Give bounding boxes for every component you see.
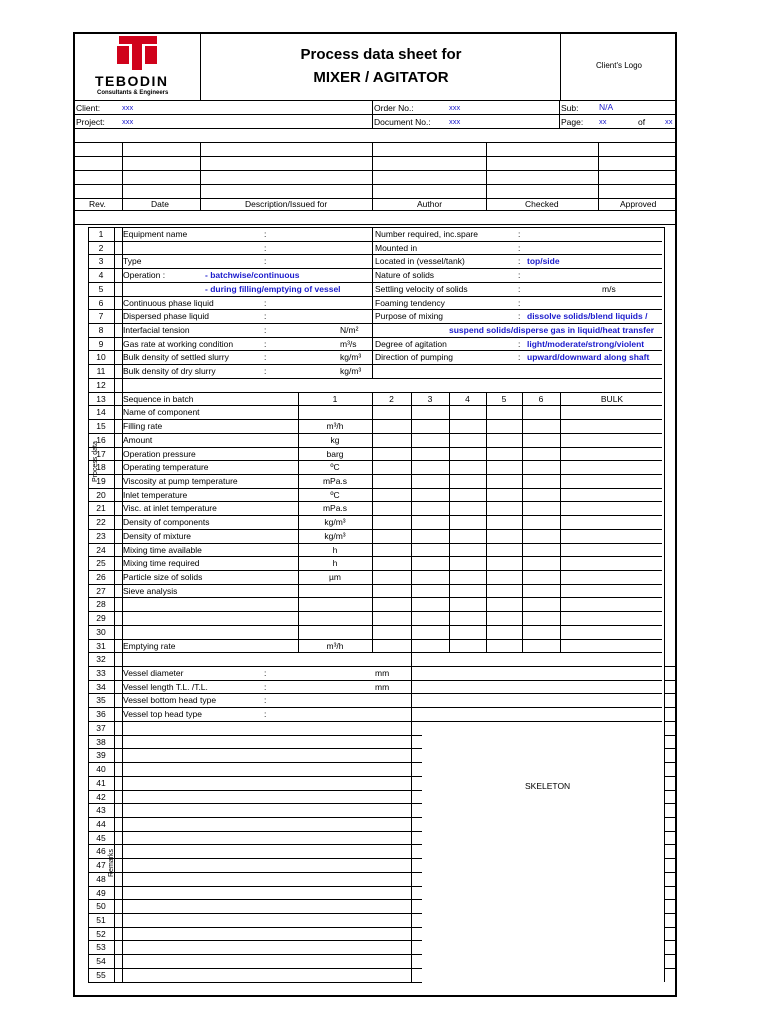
row-number: 17 (96, 448, 106, 459)
row-number: 10 (96, 352, 106, 363)
tebodin-logo (77, 34, 201, 100)
process-data-side-label: Process data (92, 441, 99, 482)
vessel-label: Vessel bottom head type (123, 695, 217, 706)
general-unit: kg/m³ (340, 352, 362, 363)
general-right-label: Foaming tendency (375, 297, 445, 308)
client-value: xxx (122, 103, 134, 112)
project-value: xxx (122, 117, 134, 126)
process-item-label: Viscosity at pump temperature (123, 475, 238, 486)
operation-option: - batchwise/continuous (205, 270, 300, 281)
row-number: 41 (96, 777, 106, 788)
rev-header-checked: Checked (525, 199, 559, 209)
process-item-label: Amount (123, 434, 153, 445)
row-number: 12 (96, 379, 106, 390)
general-right-label: Degree of agitation (375, 338, 447, 349)
page-title-line1: Process data sheet for (300, 46, 462, 63)
batch-column: 1 (332, 393, 338, 404)
process-item-unit: ºC (330, 489, 340, 500)
process-item-unit: barg (326, 448, 344, 459)
row-number: 22 (96, 517, 106, 528)
process-item-label: Visc. at inlet temperature (123, 503, 217, 514)
process-item-unit: ºC (330, 462, 340, 473)
row-number: 39 (96, 750, 106, 761)
vessel-colon: : (264, 681, 267, 692)
process-item-label: Mixing time required (123, 558, 200, 569)
process-item-label: Sieve analysis (123, 585, 178, 596)
skeleton-label: SKELETON (525, 781, 571, 791)
row-number: 47 (96, 860, 106, 871)
process-item-unit: µm (329, 572, 341, 582)
general-right-value: light/moderate/strong/violent (527, 338, 645, 349)
general-colon: : (264, 366, 267, 377)
row-number: 16 (96, 434, 106, 445)
general-right-label: Settling velocity of solids (375, 283, 468, 294)
row-number: 5 (98, 283, 104, 294)
batch-label: Sequence in batch (123, 393, 194, 404)
general-right-value: suspend solids/disperse gas in liquid/heat transfer (449, 325, 654, 336)
general-label: Equipment name (123, 229, 188, 239)
process-item-unit: mPa.s (322, 503, 348, 514)
process-item-unit: h (332, 558, 338, 569)
order-label: Order No.: (374, 103, 414, 113)
row-number: 31 (96, 640, 106, 651)
general-right-colon: : (518, 256, 521, 267)
row-number: 7 (98, 311, 104, 322)
row-number: 2 (98, 242, 104, 253)
row-number: 15 (96, 421, 106, 432)
process-item-label: Filling rate (123, 421, 163, 432)
project-label: Project: (76, 117, 105, 127)
row-number: 55 (96, 969, 106, 980)
row-number: 40 (96, 764, 106, 775)
row-number: 53 (96, 942, 106, 953)
row-number: 13 (96, 393, 106, 404)
page-title-line2: MIXER / AGITATOR (313, 69, 449, 86)
general-right-label: Direction of pumping (375, 352, 453, 363)
row-number: 32 (96, 654, 106, 665)
row-number: 34 (96, 681, 106, 692)
general-label: Operation : (123, 270, 166, 281)
general-unit: m³/s (340, 338, 357, 349)
general-label: Type (123, 256, 142, 267)
sub-label: Sub: (561, 103, 579, 113)
page-label: Page: (561, 117, 584, 127)
row-number: 14 (96, 407, 106, 418)
remarks-side-label: Remarks (108, 848, 115, 877)
row-number: 33 (96, 668, 106, 679)
row-number: 28 (96, 599, 106, 610)
row-number: 48 (96, 873, 106, 884)
process-item-label: Inlet temperature (123, 489, 188, 500)
vessel-label: Vessel diameter (123, 668, 184, 679)
general-right-label: Mounted in (375, 242, 418, 253)
logo-subtitle: Consultants & Engineers (97, 90, 169, 96)
process-item-label: Operating temperature (123, 462, 209, 473)
general-right-colon: : (518, 270, 521, 281)
general-right-colon: : (518, 283, 521, 294)
general-right-value: m/s (602, 283, 616, 294)
process-item-label: Density of mixture (123, 530, 192, 541)
batch-column: BULK (600, 393, 624, 404)
process-item-unit: mPa.s (322, 475, 348, 486)
vessel-colon: : (264, 668, 267, 679)
process-item-label: Mixing time available (123, 544, 202, 555)
row-number: 26 (96, 572, 106, 582)
row-number: 6 (98, 297, 104, 308)
clients-logo: Client's Logo (596, 61, 642, 70)
general-label: Interfacial tension (123, 325, 190, 336)
batch-column: 4 (465, 393, 470, 404)
logo-text: TEBODIN (95, 73, 169, 89)
vessel-unit: mm (375, 681, 390, 692)
general-label: Gas rate at working condition (123, 338, 234, 349)
document-value: xxx (449, 117, 461, 126)
general-right-value: upward/downward along shaft (527, 352, 650, 363)
general-right-label: Number required, inc.spare (375, 229, 478, 239)
process-item-unit: kg/m³ (324, 517, 346, 528)
row-number: 11 (96, 366, 106, 377)
process-item-label: Name of component (123, 407, 200, 418)
row-number: 1 (98, 229, 104, 239)
general-right-colon: : (518, 229, 521, 239)
row-number: 35 (96, 695, 106, 706)
process-item-label: Operation pressure (123, 448, 196, 459)
row-number: 19 (96, 475, 106, 486)
general-label: Bulk density of settled slurry (123, 352, 229, 363)
vessel-colon: : (264, 695, 267, 706)
row-number: 18 (96, 462, 106, 473)
row-number: 49 (96, 887, 106, 898)
process-item-unit: kg (330, 434, 340, 445)
row-number: 20 (96, 489, 106, 500)
row-number: 52 (96, 928, 106, 939)
general-unit: kg/m³ (340, 366, 362, 377)
general-colon: : (264, 256, 267, 267)
general-right-colon: : (518, 338, 521, 349)
client-label: Client: (76, 103, 101, 113)
rev-header-approved: Approved (620, 199, 657, 209)
general-unit: N/m² (340, 325, 359, 336)
general-right-colon: : (518, 311, 521, 322)
vessel-unit: mm (375, 668, 390, 679)
general-colon: : (264, 352, 267, 363)
row-number: 38 (96, 736, 106, 747)
row-number: 45 (96, 832, 106, 843)
of-label: of (638, 117, 646, 127)
batch-column: 6 (538, 393, 544, 404)
rev-header-date: Date (151, 199, 169, 209)
general-right-value: top/side (527, 256, 560, 267)
order-value: xxx (449, 103, 461, 112)
row-number: 36 (96, 709, 106, 720)
row-number: 9 (98, 338, 104, 349)
process-item-label: Density of components (123, 517, 210, 528)
process-item-unit: kg/m³ (324, 530, 346, 541)
row-number: 50 (96, 901, 106, 912)
row-number: 25 (96, 558, 106, 569)
row-number: 21 (96, 503, 106, 514)
row-number: 54 (96, 956, 106, 967)
batch-column: 5 (501, 393, 507, 404)
row-number: 23 (96, 530, 106, 541)
general-colon: : (264, 297, 267, 308)
general-right-colon: : (518, 297, 521, 308)
general-right-label: Purpose of mixing (375, 311, 444, 322)
row-number: 42 (96, 791, 106, 802)
batch-column: 2 (389, 393, 394, 404)
general-colon: : (264, 338, 267, 349)
process-item-unit: m³/h (326, 421, 344, 432)
rev-header-author: Author (417, 199, 443, 209)
process-item-label: Particle size of solids (123, 572, 203, 582)
general-colon: : (264, 325, 267, 336)
operation-option: - during filling/emptying of vessel (205, 283, 341, 294)
row-number: 29 (96, 613, 106, 624)
row-number: 8 (98, 325, 104, 336)
emptying-unit: m³/h (326, 640, 344, 651)
general-right-colon: : (518, 352, 521, 363)
rev-header-description: Description/Issued for (245, 199, 328, 209)
general-right-label: Nature of solids (375, 270, 435, 281)
sub-value: N/A (599, 102, 614, 112)
general-colon: : (264, 311, 267, 322)
data-sheet (73, 32, 677, 997)
general-label: Dispersed phase liquid (123, 311, 209, 322)
document-label: Document No.: (374, 117, 431, 127)
general-label: Bulk density of dry slurry (123, 366, 216, 377)
page-value: xx (599, 117, 607, 126)
general-right-value: dissolve solids/blend liquids / (527, 311, 648, 322)
row-number: 4 (98, 270, 104, 281)
emptying-label: Emptying rate (123, 640, 176, 651)
vessel-label: Vessel length T.L. /T.L. (123, 681, 208, 692)
rev-header-rev: Rev. (89, 199, 106, 209)
row-number: 24 (96, 544, 106, 555)
of-value: xx (665, 117, 673, 126)
vessel-colon: : (264, 709, 267, 720)
row-number: 51 (96, 915, 106, 925)
row-number: 43 (96, 805, 106, 816)
general-right-label: Located in (vessel/tank) (375, 256, 465, 267)
row-number: 27 (96, 585, 106, 596)
general-colon: : (264, 242, 267, 253)
batch-column: 3 (427, 393, 433, 404)
general-right-colon: : (518, 242, 521, 253)
row-number: 3 (98, 256, 104, 267)
general-label: Continuous phase liquid (123, 297, 214, 308)
row-number: 37 (96, 722, 106, 733)
row-number: 44 (96, 818, 106, 829)
row-number: 46 (96, 846, 106, 857)
process-item-unit: h (332, 544, 338, 555)
vessel-label: Vessel top head type (123, 709, 202, 720)
general-colon: : (264, 229, 267, 239)
row-number: 30 (96, 626, 106, 637)
